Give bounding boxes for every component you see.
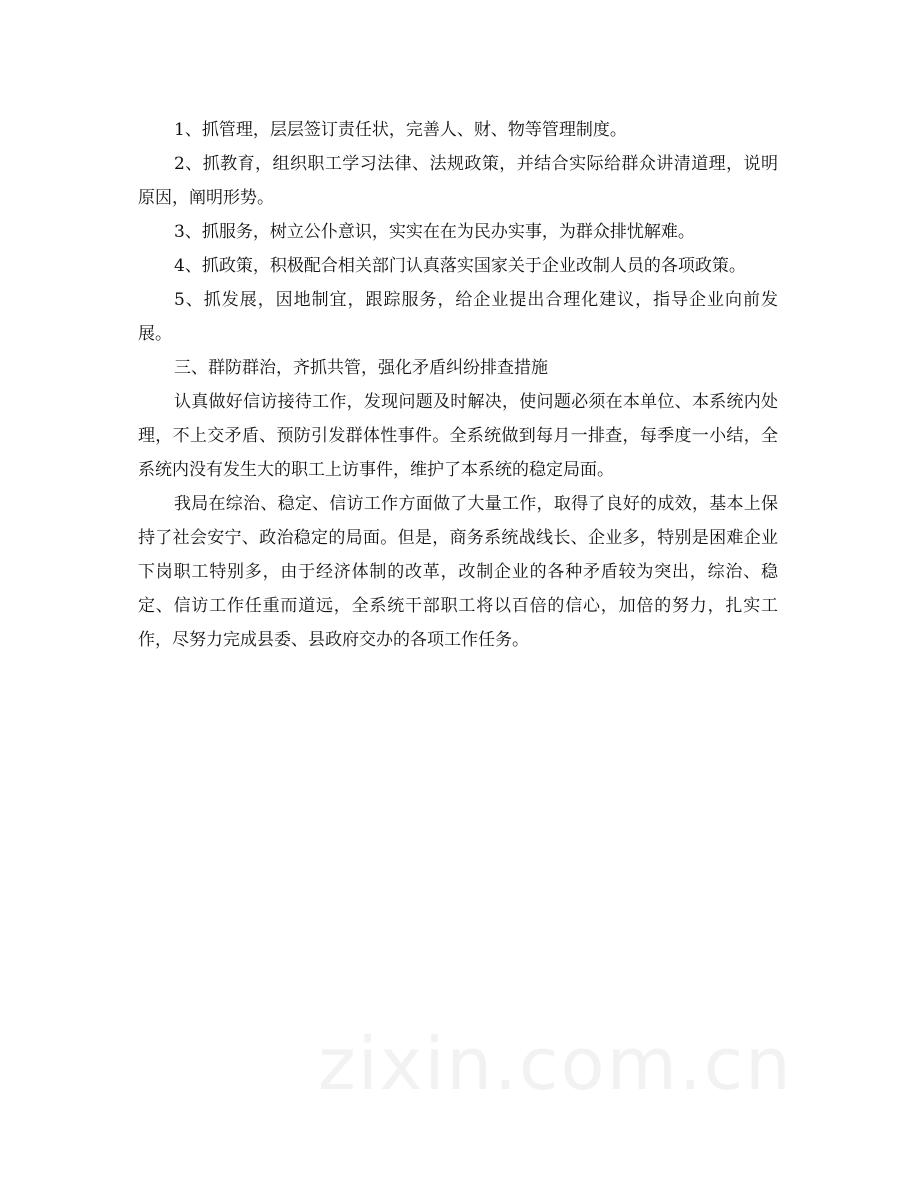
paragraph-policy: 4、抓政策，积极配合相关部门认真落实国家关于企业改制人员的各项政策。: [174, 256, 746, 276]
document-body: [138, 113, 778, 657]
watermark-logo: zixin.com.cn: [318, 1022, 793, 1106]
section-heading-three: 三、群防群治，齐抓共管，强化矛盾纠纷排查措施: [174, 358, 548, 378]
paragraph-development: 5、抓发展，因地制宜，跟踪服务，给企业提出合理化建议，指导企业向前发展。: [138, 290, 778, 344]
paragraph-education: 2、抓教育，组织职工学习法律、法规政策，并结合实际给群众讲清道理，说明原因，阐明形势。: [138, 154, 778, 208]
paragraph-summary: 我局在综治、稳定、信访工作方面做了大量工作，取得了良好的成效，基本上保持了社会安宁、政治稳定的局面。但是，商务系统战线长、企业多，特别是困难企业下岗职工特别多，由于经济体制的改革，改制企业的各种矛盾较为突出，综治、稳定、信访工作任重而道远，全系统干部职工将以百倍的信心，加倍的努力，扎实工作，尽努力完成县委、县政府交办的各项工作任务。: [138, 494, 778, 650]
paragraph-management: 1、抓管理，层层签订责任状，完善人、财、物等管理制度。: [174, 120, 627, 140]
paragraph-service: 3、抓服务，树立公仆意识，实实在在为民办实事，为群众排忧解难。: [174, 222, 695, 242]
paragraph-petition-work: 认真做好信访接待工作，发现问题及时解决，使问题必须在本单位、本系统内处理，不上交矛盾、预防引发群体性事件。全系统做到每月一排查，每季度一小结，全系统内没有发生大的职工上访事件，维护了本系统的稳定局面。: [138, 392, 778, 480]
